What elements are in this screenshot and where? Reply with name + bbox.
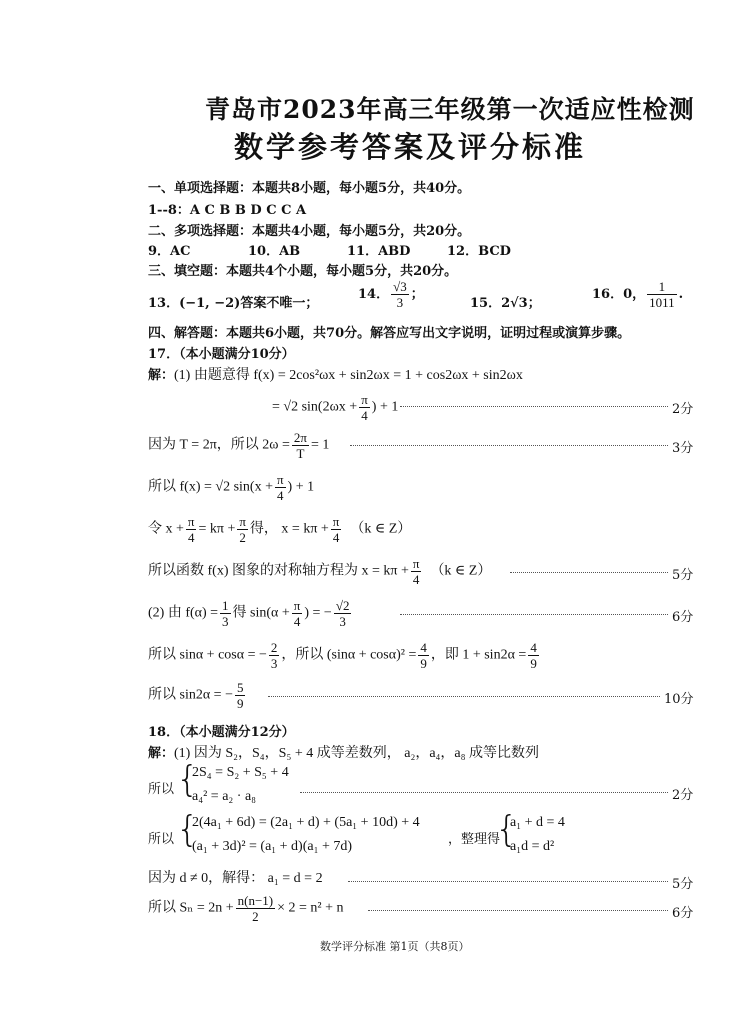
q17-line-6 xyxy=(148,556,491,587)
expr: （k ∈ Z） xyxy=(350,521,412,537)
system-1-eq-2: a₄² = a₂ · a₈ xyxy=(192,789,257,804)
expr: ) + 1 xyxy=(287,479,315,495)
expr: 所以 sinα + cosα = − xyxy=(148,647,267,663)
q17-line-8 xyxy=(148,640,541,671)
fraction-numerator: √3 xyxy=(393,279,407,294)
expr: (2) 由 f(α) = xyxy=(148,605,219,621)
answer-13-note: 答案不唯一； xyxy=(240,296,319,311)
page-subtitle: 数学参考答案及评分标准 xyxy=(234,130,587,164)
frac-num: π xyxy=(239,514,246,529)
answer-14-label: 14． xyxy=(358,287,390,302)
system-3-eq-1: a₁ + d = 4 xyxy=(510,815,565,830)
answer-16-label: 16．0， xyxy=(592,287,646,302)
dot-leader xyxy=(400,614,668,615)
q17-line-9 xyxy=(148,680,247,711)
expr: 令 x + xyxy=(148,521,184,537)
dot-leader xyxy=(348,881,668,882)
expr: 得， x = kπ + xyxy=(249,521,329,537)
frac-num: π xyxy=(187,514,195,529)
score-6: 6分 xyxy=(672,610,694,625)
expr: = √2 sin(2ωx + xyxy=(272,399,358,415)
q17-line-2 xyxy=(272,392,398,423)
frac-den: 9 xyxy=(420,656,427,671)
frac-den: 2 xyxy=(239,530,246,545)
system-1-eq-1: 2S₄ = S₂ + S₅ + 4 xyxy=(192,765,289,780)
fraction-numerator: 1 xyxy=(647,279,677,295)
expr: × 2 = n² + n xyxy=(277,900,344,916)
frac-den: T xyxy=(296,446,305,461)
q18-line-1-text: (1) 因为 S₂，S₄，S₅ + 4 成等差数列， a₂，a₄，a₈ 成等比数列 xyxy=(174,746,540,761)
so-label: 所以 xyxy=(148,782,175,797)
page-title: 青岛市2023年高三年级第一次适应性检测 xyxy=(205,95,695,124)
expr: ) + 1 xyxy=(371,399,399,415)
frac-num: π xyxy=(276,472,284,487)
frac-den: 4 xyxy=(332,530,340,545)
section-1-answers: 1--8：A C B B D C C A xyxy=(148,203,307,218)
answer-10: 10．AB xyxy=(248,244,301,259)
frac-den: 3 xyxy=(270,656,278,671)
answer-11: 11．ABD xyxy=(347,244,411,259)
answer-12: 12．BCD xyxy=(447,244,511,259)
frac-num: n(n−1) xyxy=(237,893,274,908)
frac-num: 2 xyxy=(270,640,278,655)
section-4-heading: 四、解答题：本题共6小题，共70分。解答应写出文字说明，证明过程或演算步骤。 xyxy=(148,326,631,341)
score-10: 10分 xyxy=(664,692,694,707)
section-1-heading: 一、单项选择题：本题共8小题，每小题5分，共40分。 xyxy=(148,181,471,196)
q17-line-7 xyxy=(148,598,353,629)
frac-den: 4 xyxy=(412,572,420,587)
frac-den: 4 xyxy=(293,614,301,629)
answer-13-value: 13．(−1, −2) xyxy=(148,296,241,311)
brace-icon: { xyxy=(176,809,199,850)
score-2: 2分 xyxy=(672,788,694,803)
expr: ，所以 (sinα + cosα)² = xyxy=(281,647,417,663)
q17-line-4 xyxy=(148,472,314,503)
q17-line-3 xyxy=(148,430,329,461)
answer-15: 15．2√3； xyxy=(470,296,541,311)
q17-line-5 xyxy=(148,514,411,545)
score-5: 5分 xyxy=(672,568,694,583)
q18-line-4: 因为 d ≠ 0，解得： a₁ = d = 2 xyxy=(148,871,323,886)
jie-label: 解： xyxy=(148,746,175,761)
dot-leader xyxy=(300,792,668,793)
score-5: 5分 xyxy=(672,877,694,892)
expr: 得 sin(α + xyxy=(232,605,290,621)
answer-9: 9．AC xyxy=(148,244,191,259)
frac-num: 1 xyxy=(222,598,229,613)
answer-14: 14． $\frac{√3}{3}$ ； xyxy=(358,279,424,310)
q18-line-1 xyxy=(148,742,539,762)
frac-num: π xyxy=(412,556,420,571)
expr: 所以 sin2α = − xyxy=(148,687,233,703)
q18-line-5 xyxy=(148,893,344,924)
expr: = 1 xyxy=(310,437,330,453)
q17-line-1 xyxy=(148,364,523,384)
score-2: 2分 xyxy=(672,402,694,417)
frac-num: 4 xyxy=(420,640,427,655)
arranged-label: ，整理得 xyxy=(448,832,501,847)
frac-den: 4 xyxy=(187,530,195,545)
fraction-denominator: 3 xyxy=(396,295,404,310)
expr: 所以函数 f(x) 图象的对称轴方程为 x = kπ + xyxy=(148,563,409,579)
frac-num: √2 xyxy=(335,598,350,613)
frac-num: 5 xyxy=(236,680,244,695)
frac-den: 3 xyxy=(339,614,346,629)
answer-16: 16．0， $\frac{1}{1011}$ . xyxy=(592,279,684,310)
system-3-eq-2: a₁d = d² xyxy=(510,839,555,854)
dot-leader xyxy=(368,910,668,911)
expr: （k ∈ Z） xyxy=(430,563,492,579)
so-label: 所以 xyxy=(148,832,175,847)
expr: = kπ + xyxy=(198,521,236,537)
expr: ，即 1 + sin2α = xyxy=(430,647,527,663)
frac-num: 2π xyxy=(293,430,307,445)
frac-num: π xyxy=(332,514,340,529)
fraction-denominator: 1011 xyxy=(649,295,675,310)
frac-den: 4 xyxy=(361,408,368,423)
frac-den: 9 xyxy=(530,656,537,671)
expr: 所以 f(x) = √2 sin(x + xyxy=(148,479,273,495)
frac-den: 2 xyxy=(252,909,259,924)
section-3-heading: 三、填空题：本题共4个小题，每小题5分，共20分。 xyxy=(148,264,458,279)
jie-label: 解： xyxy=(148,368,175,383)
q17-header: 17．（本小题满分10分） xyxy=(148,347,295,362)
brace-icon: { xyxy=(176,759,199,800)
q18-header: 18．（本小题满分12分） xyxy=(148,725,295,740)
score-6: 6分 xyxy=(672,906,694,921)
page-footer: 数学评分标准 第1页（共8页） xyxy=(320,940,470,953)
frac-num: π xyxy=(293,598,301,613)
frac-num: π xyxy=(361,392,368,407)
expr: 所以 Sₙ = 2n + xyxy=(148,900,234,916)
expr: 因为 T = 2π，所以 2ω = xyxy=(148,437,290,453)
dot-leader xyxy=(268,696,660,697)
frac-num: 4 xyxy=(530,640,537,655)
dot-leader xyxy=(510,572,668,573)
system-2-eq-1: 2(4a₁ + 6d) = (2a₁ + d) + (5a₁ + 10d) + 4 xyxy=(192,815,420,830)
score-3: 3分 xyxy=(672,441,694,456)
dot-leader xyxy=(350,445,668,446)
brace-icon: { xyxy=(495,809,518,850)
system-2-eq-2: (a₁ + 3d)² = (a₁ + d)(a₁ + 7d) xyxy=(192,839,353,854)
expr: ) = − xyxy=(304,605,332,621)
frac-den: 3 xyxy=(222,614,229,629)
answer-13 xyxy=(148,292,318,311)
frac-den: 9 xyxy=(236,696,244,711)
dot-leader xyxy=(400,406,668,407)
q17-line-1-text: (1) 由题意得 f(x) = 2cos²ωx + sin2ωx = 1 + cos2ωx + sin2ωx xyxy=(174,368,523,383)
frac-den: 4 xyxy=(277,488,284,503)
answer-14-fraction xyxy=(391,279,409,310)
answer-16-fraction xyxy=(647,279,677,310)
section-2-heading: 二、多项选择题：本题共4小题，每小题5分，共20分。 xyxy=(148,224,471,239)
